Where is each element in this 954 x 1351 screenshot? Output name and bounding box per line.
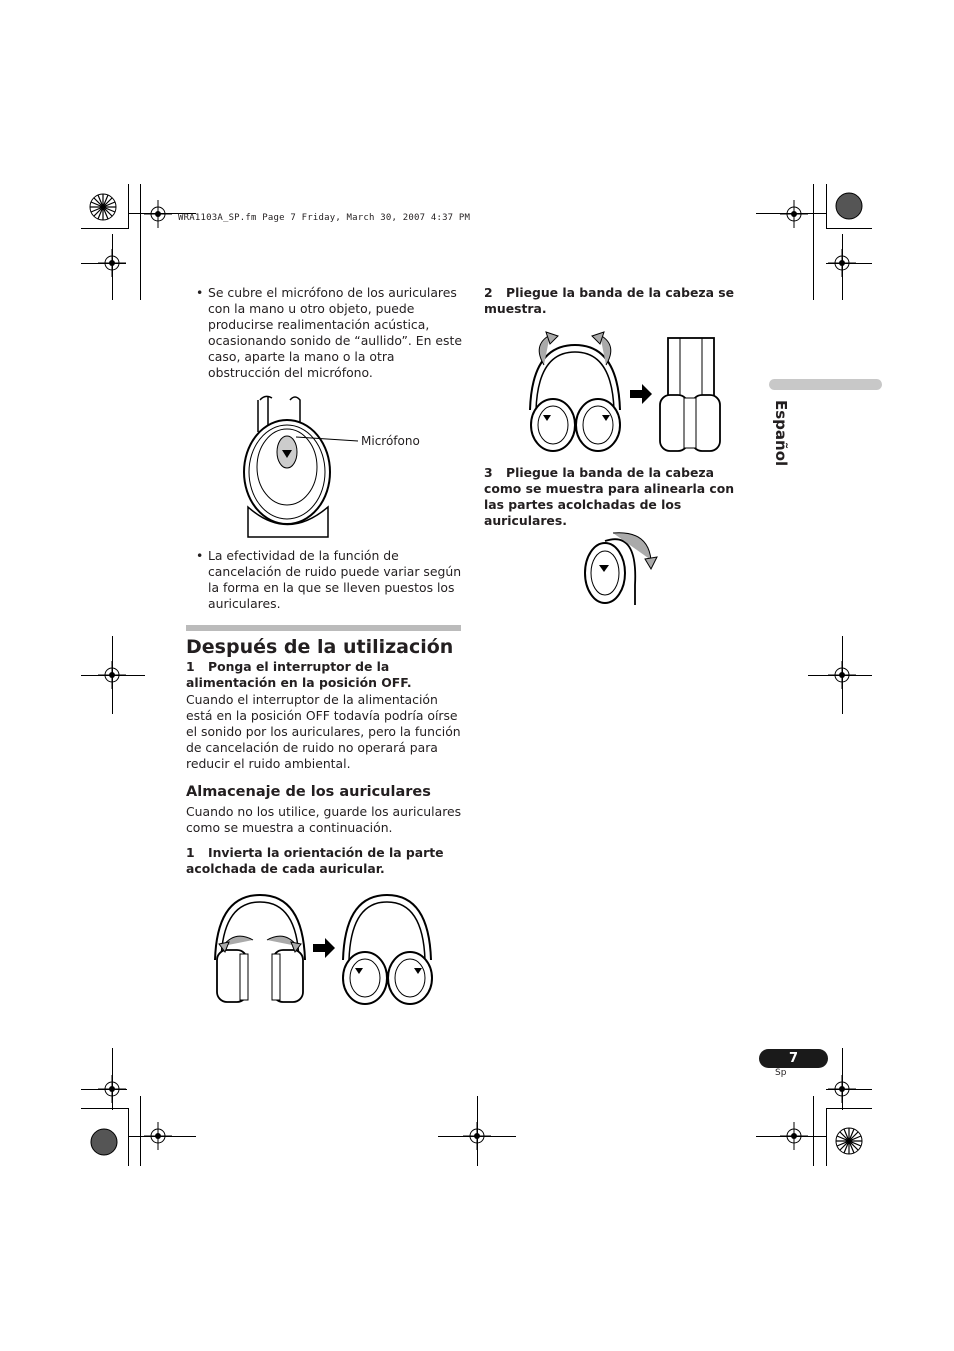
- bullet-text: Se cubre el micrófono de los auriculares con la mano u otro objeto, puede producirse realimentación acústica, ocasionando sonido de “aullido”. En este caso, aparte la mano o la otra obstrucción del micrófono.: [208, 285, 462, 380]
- earcup-microphone-illustration: [240, 392, 350, 537]
- fold-headband-illustration: [520, 330, 730, 455]
- crosshair-icon: [144, 1122, 174, 1152]
- language-tab-bar: [769, 379, 882, 390]
- crosshair-icon: [144, 200, 174, 230]
- registration-dot-icon: [88, 1126, 122, 1160]
- crosshair-icon: [98, 661, 128, 691]
- align-headband-illustration: [583, 525, 663, 610]
- storage-body: Cuando no los utilice, guarde los auriculares como se muestra a continuación.: [186, 804, 462, 835]
- step-number: 2: [484, 285, 493, 300]
- registration-starburst-icon: [832, 1124, 868, 1160]
- crosshair-icon: [98, 249, 128, 279]
- crosshair-icon: [828, 1075, 858, 1105]
- step-title: Ponga el interruptor de la alimentación en la posición OFF.: [186, 659, 412, 690]
- crosshair-icon: [828, 661, 858, 691]
- step-title: Pliegue la banda de la cabeza como se muestra para alinearla con las partes acolchadas de los auriculares.: [484, 465, 735, 528]
- step-1-body: Cuando el interruptor de la alimentación está en la posición OFF todavía podría oírse el sonido por los auriculares, pero la función de cancelación de ruido no operará para reducir el ruido ambiental.: [186, 692, 461, 771]
- step-title: Pliegue la banda de la cabeza se muestra.: [484, 285, 735, 316]
- bullet-icon: •: [196, 548, 204, 563]
- language-label: Español: [772, 400, 790, 467]
- microphone-label: Micrófono: [361, 434, 420, 448]
- step-number: 1: [186, 659, 195, 674]
- storage-title: Almacenaje de los auriculares: [186, 784, 431, 800]
- registration-dot-icon: [833, 190, 867, 224]
- step-number: 3: [484, 465, 493, 480]
- crosshair-icon: [780, 1122, 810, 1152]
- crosshair-icon: [463, 1122, 493, 1152]
- section-title: Después de la utilización: [186, 636, 454, 658]
- registration-starburst-icon: [85, 185, 145, 245]
- step-1-power-off: [186, 659, 462, 691]
- storage-step-1: [186, 845, 462, 877]
- page-number-badge: 7: [759, 1049, 828, 1068]
- step-2-fold-band: [484, 285, 754, 317]
- bullet-item-feedback: [186, 285, 462, 381]
- step-title: Invierta la orientación de la parte acolchada de cada auricular.: [186, 845, 444, 876]
- crosshair-icon: [828, 249, 858, 279]
- step-3-align-band: [484, 465, 754, 529]
- bullet-icon: •: [196, 285, 204, 300]
- page-language-code: Sp: [775, 1068, 787, 1078]
- file-info-header: WRA1103A_SP.fm Page 7 Friday, March 30, 2007 4:37 PM: [178, 213, 471, 223]
- reverse-earcups-illustration: [205, 890, 445, 1010]
- crosshair-icon: [780, 200, 810, 230]
- bullet-item-effectiveness: [186, 548, 462, 612]
- language-tab: [764, 400, 794, 490]
- section-rule: [186, 625, 461, 631]
- step-number: 1: [186, 845, 195, 860]
- crosshair-icon: [98, 1075, 128, 1105]
- bullet-text: La efectividad de la función de cancelación de ruido puede variar según la forma en la que se lleven puestos los auriculares.: [208, 548, 462, 611]
